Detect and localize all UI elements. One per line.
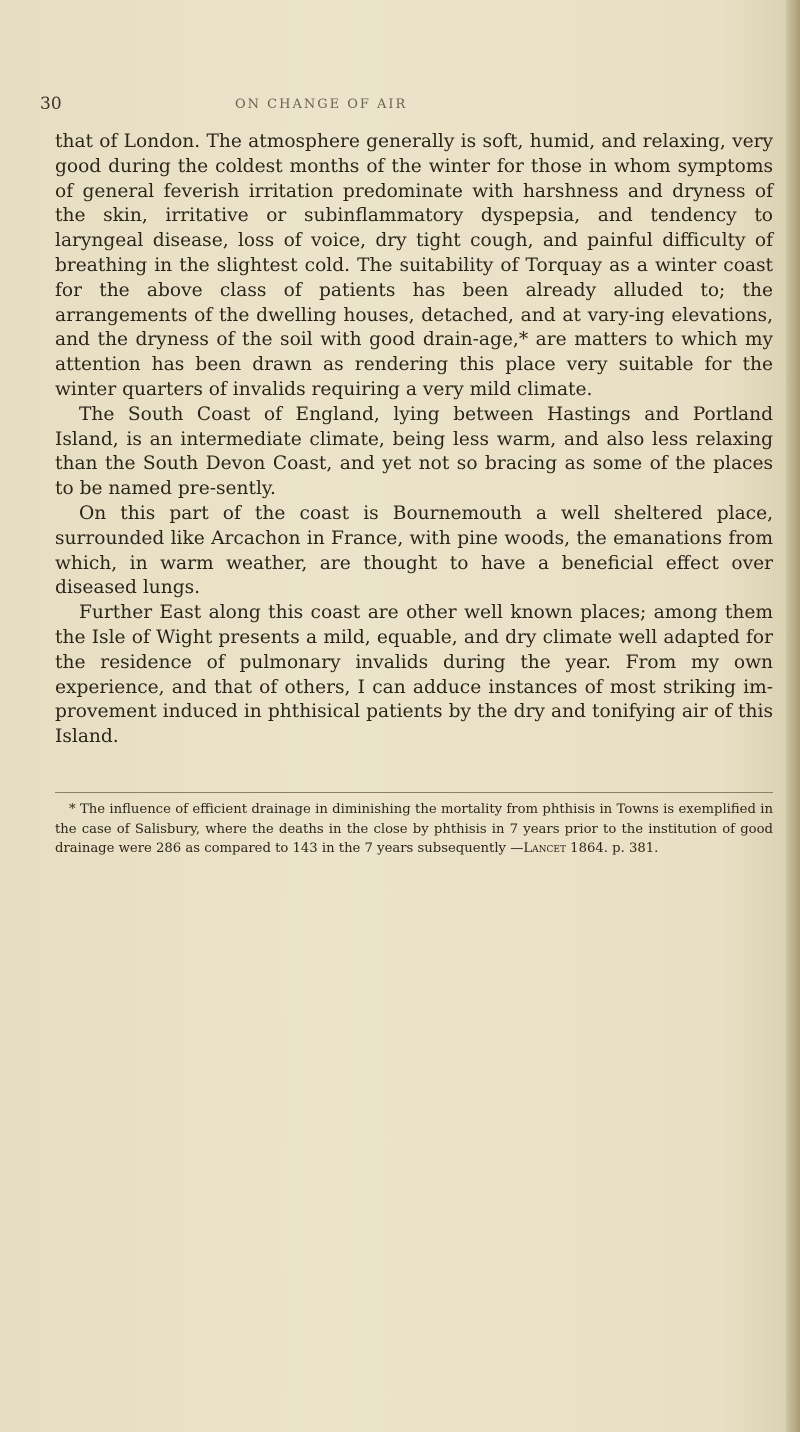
paragraph-bournemouth: On this part of the coast is Bournemouth a well sheltered place, surrounded like Arcachon in France, with pine woods, the emanations from which, in warm weather, are thought to have a beneficial effect over diseased lungs. xyxy=(55,502,773,599)
paragraph-continued: that of London. The atmosphere generally is soft, humid, and relaxing, very good during the coldest months of the winter for those in whom symptoms of general feverish irritation predominate with harshness and dryness of the skin, irritative or subinflammatory dyspepsia, and tendency to laryngeal disease, loss of voice, dry tight cough, and painful difficulty of breathing in the slightest cold. The suitability of Torquay as a winter coast for the above class of patients has been already alluded to; the arrangements of the dwelling houses, detached, and at vary-ing elevations, and the dryness of the soil with good drain-age,* are matters to which my attention has been drawn as rendering this place very suitable for the winter quarters of invalids requiring a very mild climate. xyxy=(55,131,773,400)
footnote-citation: 1864. p. 381. xyxy=(565,841,659,856)
paragraph-isle-of-wight: Further East along this coast are other well known places; among them the Isle of Wight presents a mild, equable, and dry climate well adapted for the residence of pulmonary invalids during the year. From my own experience, and that of others, I can adduce instances of most striking im-provement induced in phthisical patients by the dry and tonifying air of this Island. xyxy=(55,602,773,748)
paragraph-south-coast: The South Coast of England, lying between Hastings and Portland Island, is an intermediate climate, being less warm, and also less relaxing than the South Devon Coast, and yet not so bracing as some of the places to be named pre-sently. xyxy=(55,403,773,500)
footnote-text: * The influence of efficient drainage in diminishing the mortality from phthisis in Towns is exemplified in the case of Salisbury, where the deaths in the close by phthisis in 7 years prior to the institution of good drainage were 286 as compared to 143 in the 7 years subsequently — xyxy=(55,802,773,856)
body-text xyxy=(55,130,773,750)
running-head: ON CHANGE OF AIR xyxy=(235,97,408,112)
footnote-paragraph xyxy=(55,800,773,859)
page-header xyxy=(40,94,780,116)
footnote-divider xyxy=(55,792,773,793)
footnote xyxy=(55,800,773,859)
footnote-source: Lancet xyxy=(523,841,566,856)
page-number: 30 xyxy=(40,94,62,114)
page-edge xyxy=(786,0,800,1432)
